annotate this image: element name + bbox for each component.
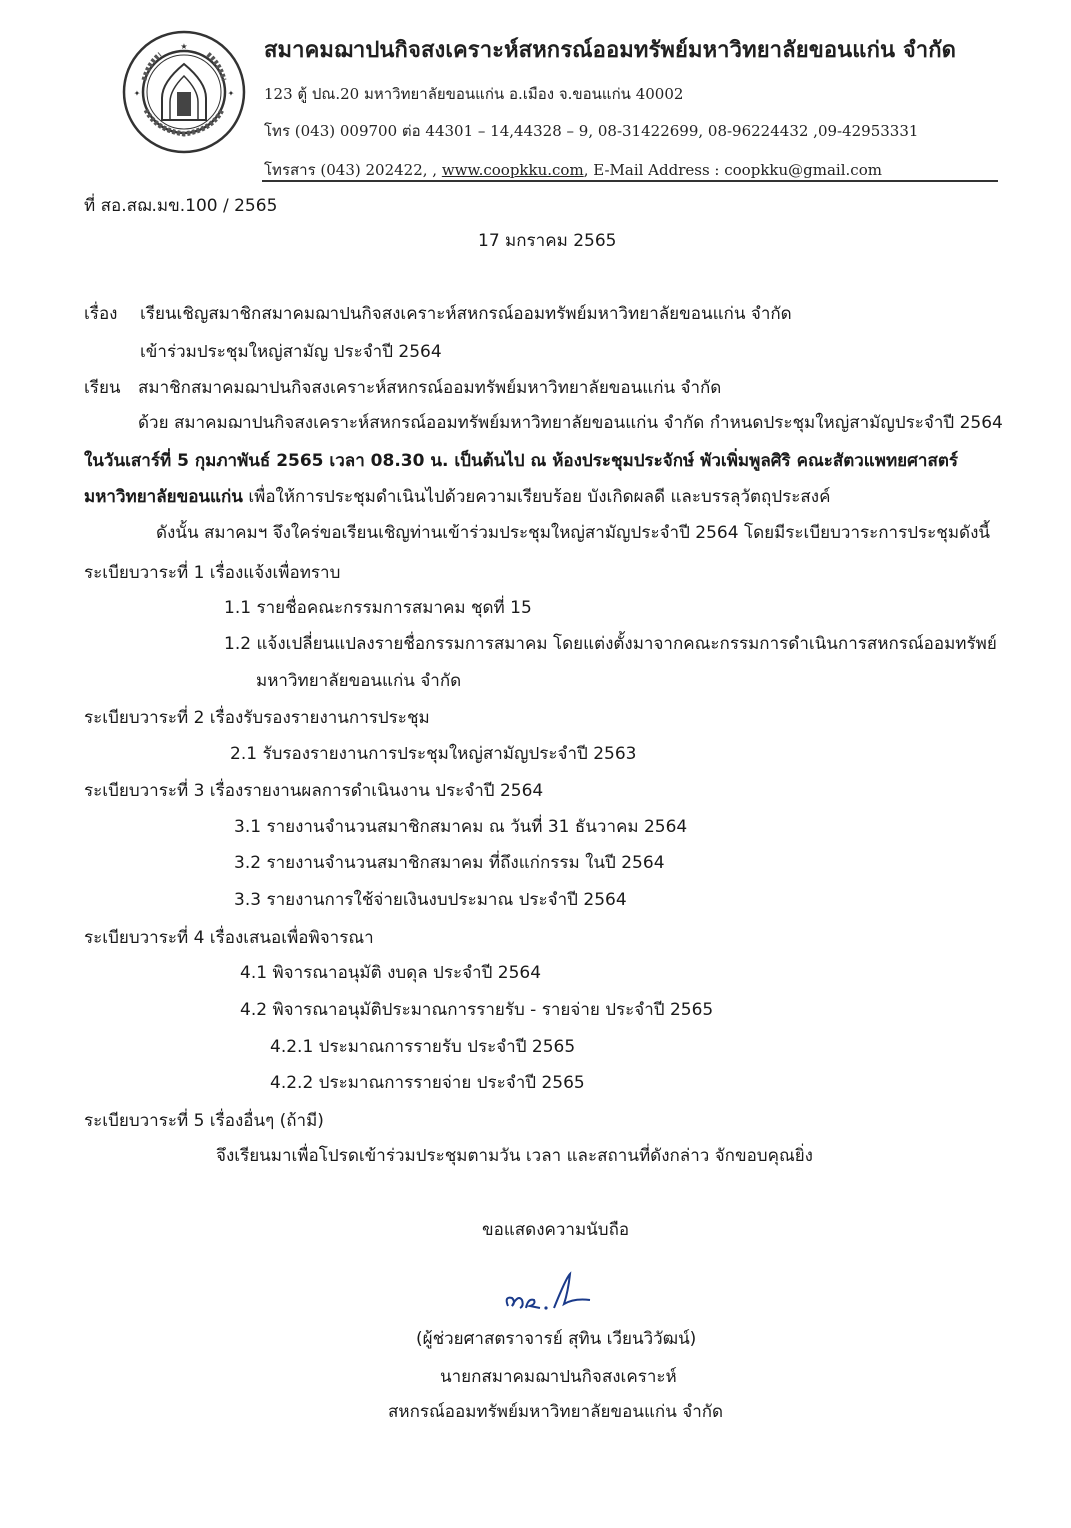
agenda-4-2-1: 4.2.1 ประมาณการรายรับ ประจำปี 2565 [270, 1037, 576, 1057]
para1-line-3-rest: เพื่อให้การประชุมดำเนินไปด้วยความเรียบร้อย บังเกิดผลดี และบรรลุวัตถุประสงค์ [242, 487, 831, 507]
svg-text:✦: ✦ [227, 89, 235, 98]
org-fax: โทรสาร (043) 202422, , [264, 161, 442, 179]
header-divider [262, 180, 998, 182]
para1-university-bold: มหาวิทยาลัยขอนแก่น [84, 487, 243, 507]
letter-date: 17 มกราคม 2565 [478, 231, 617, 251]
agenda-5: ระเบียบวาระที่ 5 เรื่องอื่นๆ (ถ้ามี) [84, 1111, 324, 1131]
signer-title-1: นายกสมาคมฌาปนกิจสงเคราะห์ [440, 1367, 677, 1387]
handwritten-signature [500, 1268, 600, 1316]
reference-number: ที่ สอ.สฌ.มข.100 / 2565 [84, 196, 278, 216]
para1-line-3 [84, 486, 830, 508]
agenda-2: ระเบียบวาระที่ 2 เรื่องรับรองรายงานการประชุม [84, 708, 430, 728]
para2: ดังนั้น สมาคมฯ จึงใคร่ขอเรียนเชิญท่านเข้าร่วมประชุมใหญ่สามัญประจำปี 2564 โดยมีระเบียบวาระการประชุมดังนี้ [156, 523, 990, 543]
svg-text:✦: ✦ [133, 89, 141, 98]
agenda-1: ระเบียบวาระที่ 1 เรื่องแจ้งเพื่อทราบ [84, 563, 341, 583]
subject-label: เรื่อง [84, 304, 118, 324]
regards: ขอแสดงความนับถือ [482, 1220, 630, 1240]
agenda-1-2: 1.2 แจ้งเปลี่ยนแปลงรายชื่อกรรมการสมาคม โดยแต่งตั้งมาจากคณะกรรมการดำเนินการสหกรณ์ออมทรัพย์ [224, 634, 997, 654]
signer-title-2: สหกรณ์ออมทรัพย์มหาวิทยาลัยขอนแก่น จำกัด [388, 1402, 724, 1422]
to-recipient: สมาชิกสมาคมฌาปนกิจสงเคราะห์สหกรณ์ออมทรัพย์มหาวิทยาลัยขอนแก่น จำกัด [138, 378, 722, 398]
to-label: เรียน [84, 378, 121, 398]
para1-line-2: ในวันเสาร์ที่ 5 กุมภาพันธ์ 2565 เวลา 08.30 น. เป็นต้นไป ณ ห้องประชุมประจักษ์ พัวเพิ่มพูลศิริ คณะสัตวแพทยศาสตร์ [84, 451, 959, 471]
agenda-3-1: 3.1 รายงานจำนวนสมาชิกสมาคม ณ วันที่ 31 ธันวาคม 2564 [234, 817, 688, 837]
agenda-4-2: 4.2 พิจารณาอนุมัติประมาณการรายรับ - รายจ่าย ประจำปี 2565 [240, 1000, 714, 1020]
closing-sentence: จึงเรียนมาเพื่อโปรดเข้าร่วมประชุมตามวัน เวลา และสถานที่ดังกล่าว จักขอบคุณยิ่ง [216, 1146, 813, 1166]
signer-name: (ผู้ช่วยศาสตราจารย์ สุทิน เวียนวิวัฒน์) [416, 1329, 697, 1349]
para1-line-1: ด้วย สมาคมฌาปนกิจสงเคราะห์สหกรณ์ออมทรัพย์มหาวิทยาลัยขอนแก่น จำกัด กำหนดประชุมใหญ่สามัญประจำปี 2564 [138, 413, 1003, 433]
agenda-3: ระเบียบวาระที่ 3 เรื่องรายงานผลการดำเนินงาน ประจำปี 2564 [84, 781, 544, 801]
agenda-3-2: 3.2 รายงานจำนวนสมาชิกสมาคม ที่ถึงแก่กรรม ในปี 2564 [234, 853, 665, 873]
svg-text:★: ★ [180, 42, 188, 51]
subject-line-1: เรียนเชิญสมาชิกสมาคมฌาปนกิจสงเคราะห์สหกรณ์ออมทรัพย์มหาวิทยาลัยขอนแก่น จำกัด [140, 304, 792, 324]
org-contact-line [264, 158, 882, 182]
agenda-4-1: 4.1 พิจารณาอนุมัติ งบดุล ประจำปี 2564 [240, 963, 542, 983]
agenda-4: ระเบียบวาระที่ 4 เรื่องเสนอเพื่อพิจารณา [84, 928, 374, 948]
org-address: 123 ตู้ ปณ.20 มหาวิทยาลัยขอนแก่น อ.เมือง จ.ขอนแก่น 40002 [264, 85, 684, 103]
org-name-heading: สมาคมฌาปนกิจสงเคราะห์สหกรณ์ออมทรัพย์มหาวิทยาลัยขอนแก่น จำกัด [264, 38, 957, 63]
agenda-3-3: 3.3 รายงานการใช้จ่ายเงินงบประมาณ ประจำปี 2564 [234, 890, 627, 910]
association-seal-logo [122, 30, 246, 154]
org-phone: โทร (043) 009700 ต่อ 44301 – 14,44328 – 9, 08-31422699, 08-96224432 ,09-42953331 [264, 122, 919, 140]
org-email: , E-Mail Address : coopkku@gmail.com [583, 161, 882, 179]
agenda-4-2-2: 4.2.2 ประมาณการรายจ่าย ประจำปี 2565 [270, 1073, 585, 1093]
subject-line-2: เข้าร่วมประชุมใหญ่สามัญ ประจำปี 2564 [140, 342, 442, 362]
org-website-link[interactable]: www.coopkku.com [441, 161, 584, 179]
agenda-2-1: 2.1 รับรองรายงานการประชุมใหญ่สามัญประจำปี 2563 [230, 744, 637, 764]
agenda-1-1: 1.1 รายชื่อคณะกรรมการสมาคม ชุดที่ 15 [224, 598, 532, 618]
agenda-1-2-cont: มหาวิทยาลัยขอนแก่น จำกัด [256, 671, 462, 691]
